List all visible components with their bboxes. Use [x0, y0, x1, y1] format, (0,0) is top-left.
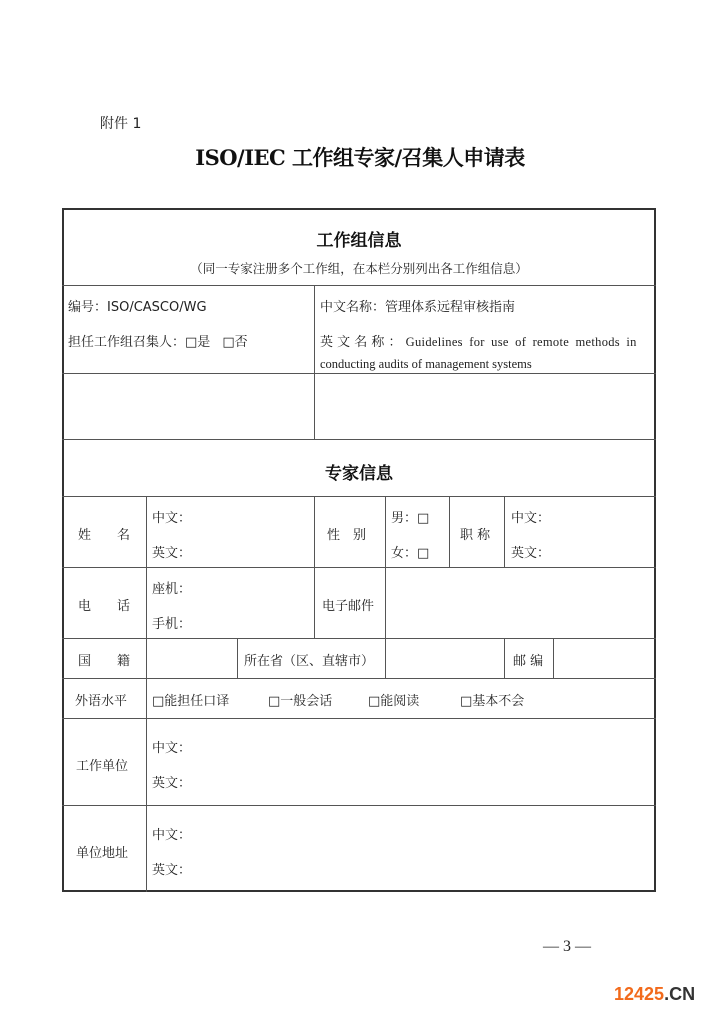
divider — [62, 805, 656, 806]
divider — [314, 285, 315, 439]
attachment-label: 附件 1 — [100, 116, 142, 132]
divider — [237, 638, 238, 678]
page-number: — 3 — — [543, 938, 591, 955]
language-option-conversation[interactable]: □一般会话 — [268, 694, 333, 709]
landline-field[interactable]: 座机： — [152, 582, 192, 597]
expert-section-title: 专家信息 — [325, 464, 393, 484]
address-en-field[interactable]: 英文： — [152, 863, 192, 878]
nationality-field[interactable] — [148, 640, 236, 676]
email-label: 电子邮件 — [322, 599, 375, 614]
wg-en-name-line2: conducting audits of management systems — [320, 357, 532, 371]
title-cn-field[interactable]: 中文： — [511, 511, 551, 526]
language-label: 外语水平 — [75, 694, 128, 709]
divider — [146, 496, 147, 892]
divider — [385, 496, 386, 678]
divider — [62, 718, 656, 719]
wg-blank-entry-left[interactable] — [64, 375, 313, 437]
watermark-logo — [614, 984, 695, 1005]
wg-en-name-line1: Guidelines for use of remote methods in — [405, 335, 637, 349]
divider — [62, 373, 656, 374]
divider — [314, 496, 315, 638]
employer-label: 工作单位 — [76, 759, 129, 774]
watermark-number: 12425 — [614, 984, 665, 1004]
convener-label: 担任工作组召集人： — [68, 335, 186, 350]
mobile-field[interactable]: 手机： — [152, 617, 192, 632]
nationality-label: 国 籍 — [78, 654, 131, 669]
convener-no-checkbox[interactable]: □否 — [222, 335, 248, 350]
province-label: 所在省（区、直辖市） — [244, 654, 375, 669]
convener-yes-checkbox[interactable]: □是 — [185, 335, 211, 350]
wg-en-name-field[interactable] — [320, 331, 637, 350]
divider — [62, 638, 656, 639]
divider — [449, 496, 450, 567]
email-field[interactable] — [387, 569, 655, 636]
gender-label: 性 别 — [327, 528, 367, 543]
language-option-reading[interactable]: □能阅读 — [368, 694, 420, 709]
postcode-field[interactable] — [555, 640, 655, 676]
divider — [62, 678, 656, 679]
watermark-domain: .CN — [664, 984, 696, 1004]
language-option-none[interactable]: □基本不会 — [460, 694, 525, 709]
language-option-interpret[interactable]: □能担任口译 — [152, 694, 230, 709]
employer-cn-field[interactable]: 中文： — [152, 741, 192, 756]
employer-en-field[interactable]: 英文： — [152, 776, 192, 791]
name-label: 姓 名 — [78, 528, 131, 543]
working-group-note: （同一专家注册多个工作组，在本栏分别列出各工作组信息） — [190, 261, 528, 276]
postcode-label: 邮 编 — [513, 654, 544, 669]
working-group-section-title: 工作组信息 — [316, 231, 402, 251]
province-field[interactable] — [387, 640, 503, 676]
divider — [62, 439, 656, 440]
divider — [504, 496, 505, 567]
page-title: ISO/IEC 工作组专家/召集人申请表 — [195, 145, 525, 170]
wg-number-field[interactable]: 编号：ISO/CASCO/WG — [68, 300, 207, 315]
convener-field — [68, 331, 248, 350]
male-checkbox[interactable]: 男：□ — [391, 511, 430, 526]
divider — [62, 567, 656, 568]
wg-en-name-label: 英 文 名 称 ： — [320, 335, 402, 350]
phone-label: 电 话 — [78, 599, 131, 614]
divider — [553, 638, 554, 678]
divider — [504, 638, 505, 678]
address-label: 单位地址 — [76, 846, 129, 861]
divider — [62, 285, 656, 286]
wg-cn-name-field[interactable]: 中文名称：管理体系远程审核指南 — [320, 300, 516, 315]
female-checkbox[interactable]: 女：□ — [391, 546, 430, 561]
name-en-field[interactable]: 英文： — [152, 546, 192, 561]
wg-blank-entry-right[interactable] — [316, 375, 655, 437]
name-cn-field[interactable]: 中文： — [152, 511, 192, 526]
title-en-field[interactable]: 英文： — [511, 546, 551, 561]
title-label: 职 称 — [460, 528, 491, 543]
address-cn-field[interactable]: 中文： — [152, 828, 192, 843]
divider — [62, 496, 656, 497]
